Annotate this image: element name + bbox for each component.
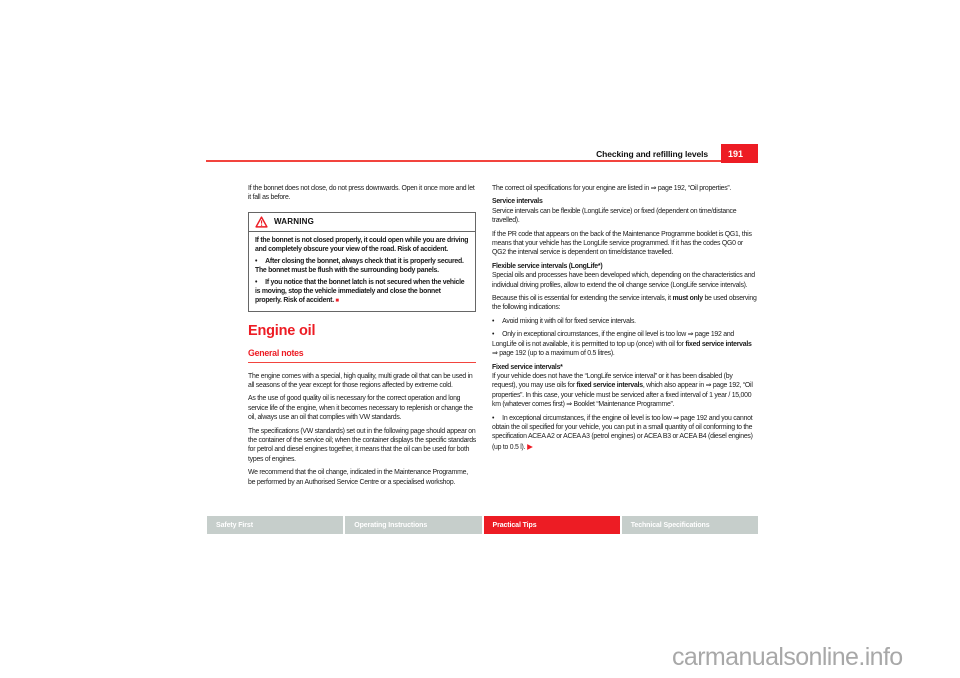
footer-tab-safety-first: Safety First [207, 516, 343, 534]
bullet-item: • Avoid mixing it with oil for fixed service intervals. [492, 317, 636, 325]
bullet-icon: • [255, 257, 258, 265]
subheading: Fixed service intervals* [492, 363, 563, 371]
warning-body [249, 232, 475, 311]
paragraph: We recommend that the oil change, indicated in the Maintenance Programme, be performed by an Authorised Service Centre or a specialised workshop. [248, 469, 468, 486]
watermark: carmanualsonline.info [672, 643, 903, 671]
page-title: Checking and refilling levels [596, 149, 708, 159]
page-header [206, 144, 758, 163]
paragraph: If the PR code that appears on the back of the Maintenance Programme booklet is QG1, this means that your vehicle has the LongLife service programmed. If it has the codes QG0 or QG2 the interval service is dependent on time/distance travelled. [492, 230, 752, 257]
paragraph: The specifications (VW standards) set out in the following page should appear on the container of the service oil; when the container displays the specific standards for petrol and diesel engines together, it means that the oil can be used for both types of engines. [248, 427, 476, 463]
bullet-item: • Only in exceptional circumstances, if the engine oil level is too low ⇒ page 192 and LongLife oil is not available, it is permitted to top up (once) with oil for fixed service intervals ⇒ page 192 (up to a maximum of 0.5 litres). [492, 331, 752, 358]
bullet-icon: • [492, 317, 495, 325]
section-title-engine-oil: Engine oil [248, 322, 316, 339]
left-column-paragraphs [248, 372, 476, 487]
warning-box [248, 212, 476, 312]
page-number-badge: 191 [721, 144, 758, 163]
right-column [492, 184, 758, 456]
header-rule [206, 160, 721, 162]
paragraph: As the use of good quality oil is necessary for the correct operation and long service life of the engine, when it becomes necessary to replenish or change the oil, always use an oil that complies with VW standards. [248, 395, 473, 422]
subheading: Service intervals [492, 198, 543, 206]
subheading: Flexible service intervals (LongLife*) [492, 262, 603, 270]
paragraph: Special oils and processes have been developed which, depending on the characteristics and individual driving profiles, allow to extend the oil change service (LongLife service intervals). [492, 272, 755, 289]
footer-tab-technical-specifications: Technical Specifications [622, 516, 758, 534]
paragraph: Service intervals can be flexible (LongLife service) or fixed (dependent on time/distance travelled). [492, 207, 737, 225]
warning-bullet-item: • After closing the bonnet, always check that it is properly secured. The bonnet must be flush with the surrounding body panels. [255, 257, 464, 274]
warning-triangle-icon [255, 216, 268, 228]
bullet-icon: • [492, 414, 495, 422]
bullet-item: • In exceptional circumstances, if the engine oil level is too low ⇒ page 192 and you cannot obtain the oil specified for your vehicle, you can put in a small quantity of oil conforming to the specification ACEA A2 or ACEA A3 (petrol engines) or ACEA B3 or ACEA B4 (diesel engines) (up to 0.5 l). ▶ [492, 414, 753, 451]
intro-paragraph: If the bonnet does not close, do not press downwards. Open it once more and let it fall as before. [248, 185, 475, 202]
footer-tab-operating-instructions: Operating Instructions [345, 516, 481, 534]
left-column [248, 184, 476, 491]
continuation-arrow-icon: ▶ [525, 441, 533, 451]
bullet-icon: • [492, 331, 495, 339]
warning-bullet-item: • If you notice that the bonnet latch is not secured when the vehicle is moving, stop the vehicle immediately and close the bonnet properly. Risk of accident. ■ [255, 278, 465, 304]
paragraph: The correct oil specifications for your engine are listed in ⇒ page 192, “Oil properties”. [492, 185, 732, 192]
warning-label: WARNING [274, 217, 315, 227]
subsection-title-general-notes: General notes [248, 349, 476, 362]
footer-tabs [207, 516, 758, 534]
warning-lead: If the bonnet is not closed properly, it could open while you are driving and completely obscure your view of the road. Risk of accident. [255, 236, 469, 253]
warning-box-header [249, 213, 475, 232]
paragraph: If your vehicle does not have the “LongLife service interval” or it has been disabled (by request), you may use oils for fixed service intervals, which also appear in ⇒ page 192, “Oil properties”. In this case, your vehicle must be serviced after a fixed interval of 1 year / 15,000 km (whatever comes first) ⇒ Booklet “Maintenance Programme”. [492, 372, 753, 409]
end-marker-icon: ■ [333, 297, 339, 304]
footer-tab-practical-tips: Practical Tips [484, 516, 620, 534]
paragraph: Because this oil is essential for extending the service intervals, it must only be used observing the following indications: [492, 295, 757, 312]
paragraph: The engine comes with a special, high quality, multi grade oil that can be used in all seasons of the year except for those regions affected by extreme cold. [248, 372, 473, 390]
bullet-icon: • [255, 278, 258, 286]
